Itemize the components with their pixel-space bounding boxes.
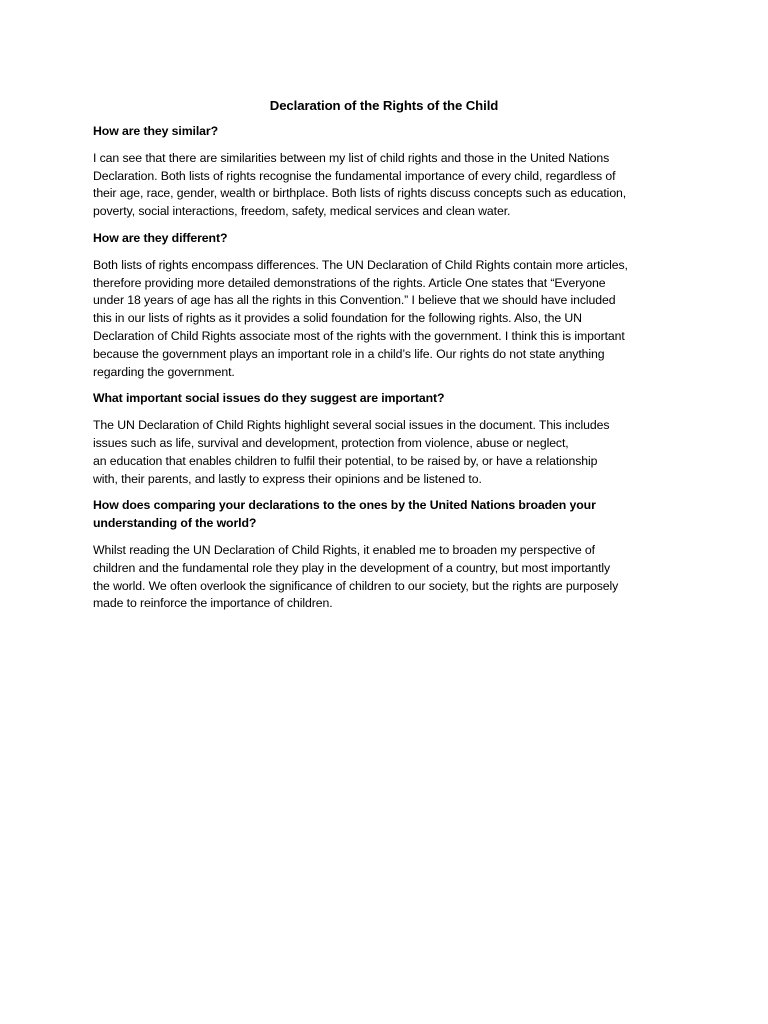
answer-line: this in our lists of rights as it provides a solid foundation for the following rights. Also, the UN <box>93 311 582 326</box>
section-similar <box>93 123 675 221</box>
answer-line: I can see that there are similarities between my list of child rights and those in the United Nations <box>93 150 610 165</box>
question-line: How does comparing your declarations to the ones by the United Nations broaden your <box>93 498 596 513</box>
answer-line: children and the fundamental role they play in the development of a country, but most importantly <box>93 560 611 575</box>
answer-paragraph <box>93 542 675 613</box>
answer-line: Both lists of rights encompass differences. The UN Declaration of Child Rights contain more articles, <box>93 257 628 272</box>
answer-line: because the government plays an important role in a child’s life. Our rights do not state anything <box>93 346 605 361</box>
question-line: How are they different? <box>93 230 228 245</box>
answer-line: regarding the government. <box>93 364 235 379</box>
answer-line: therefore providing more detailed demonstrations of the rights. Article One states that “Everyone <box>93 275 606 290</box>
question-heading <box>93 123 675 141</box>
answer-line: The UN Declaration of Child Rights highlight several social issues in the document. This includes <box>93 418 610 433</box>
answer-paragraph <box>93 150 675 221</box>
answer-paragraph <box>93 417 675 488</box>
section-social-issues <box>93 390 675 488</box>
document-title: Declaration of the Rights of the Child <box>269 98 499 113</box>
question-heading <box>93 497 675 533</box>
answer-line: Declaration. Both lists of rights recognise the fundamental importance of every child, regardless of <box>93 168 616 183</box>
answer-line: with, their parents, and lastly to express their opinions and be listened to. <box>93 471 482 486</box>
section-broaden-understanding <box>93 497 675 613</box>
answer-line: an education that enables children to fulfil their potential, to be raised by, or have a relationship <box>93 453 598 468</box>
answer-line: poverty, social interactions, freedom, safety, medical services and clean water. <box>93 204 511 219</box>
answer-line: Whilst reading the UN Declaration of Child Rights, it enabled me to broaden my perspective of <box>93 542 595 557</box>
answer-line: under 18 years of age has all the rights in this Convention.” I believe that we should have included <box>93 293 616 308</box>
document-content <box>93 96 675 622</box>
question-heading <box>93 230 675 248</box>
answer-line: made to reinforce the importance of children. <box>93 596 333 611</box>
section-different <box>93 230 675 381</box>
question-line: understanding of the world? <box>93 516 257 531</box>
question-heading <box>93 390 675 408</box>
answer-line: their age, race, gender, wealth or birthplace. Both lists of rights discuss concepts such as education, <box>93 186 627 201</box>
answer-line: issues such as life, survival and development, protection from violence, abuse or neglect, <box>93 435 569 450</box>
answer-paragraph <box>93 257 675 382</box>
question-line: How are they similar? <box>93 124 219 138</box>
answer-line: the world. We often overlook the significance of children to our society, but the rights are purposely <box>93 578 619 593</box>
question-line: What important social issues do they suggest are important? <box>93 391 445 406</box>
answer-line: Declaration of Child Rights associate most of the rights with the government. I think this is important <box>93 328 625 343</box>
